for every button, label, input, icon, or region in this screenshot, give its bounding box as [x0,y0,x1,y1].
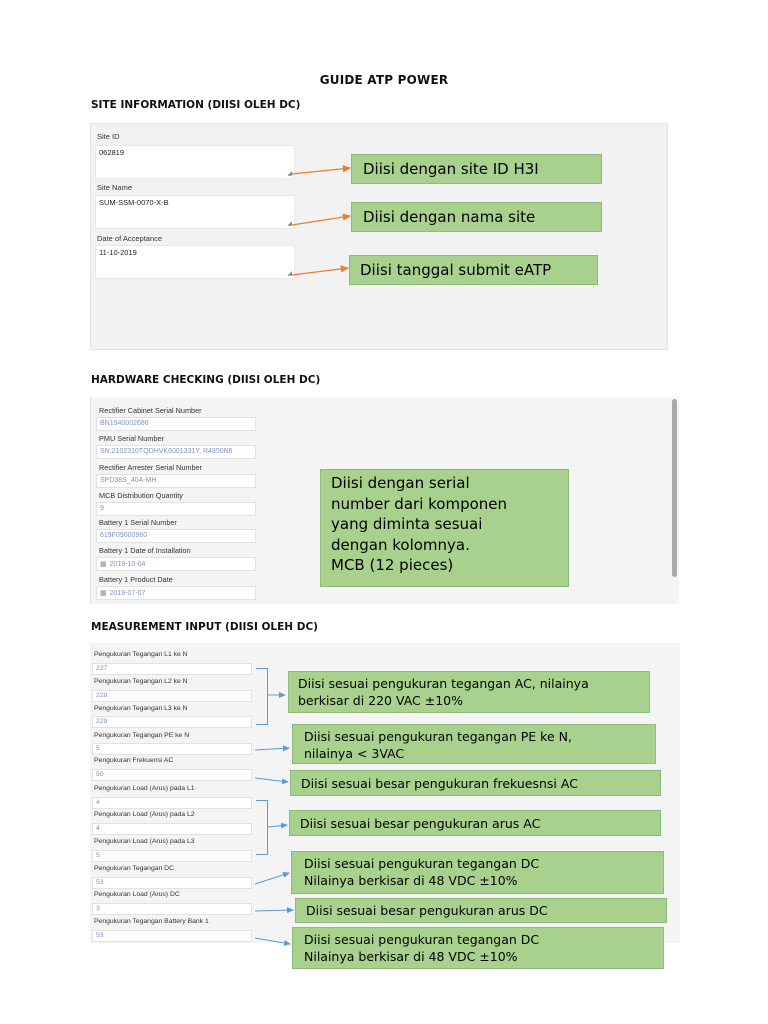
site-name-value: SUM-SSM-0070-X-B [99,198,169,207]
l2-load-current-value: 4 [96,825,100,832]
callout-date-of-acceptance: Diisi tanggal submit eATP [349,255,598,285]
arrow-pe-n-voltage [255,748,289,750]
callout-line: Diisi dengan serial [331,474,470,492]
site-id-value: 062819 [99,148,125,157]
battery-bank-1-voltage-label: Pengukuran Tegangan Battery Bank 1 [94,918,209,925]
callout-line: Diisi sesuai pengukuran tegangan PE ke N, [304,729,572,744]
callout-line: MCB (12 pieces) [331,556,454,574]
calendar-icon[interactable]: ▦ [100,561,107,568]
mcb-distribution-quantity-label: MCB Distribution Quantity [99,491,183,500]
ac-frequency-value: 50 [96,771,104,778]
l3-n-voltage-label: Pengukuran Tegangan L3 ke N [94,705,188,712]
resize-handle-icon: ◢ [287,221,292,227]
site-name-label: Site Name [97,183,133,192]
l3-load-current-value: 5 [96,852,100,859]
pe-n-voltage-value: 5 [96,745,100,752]
pmu-serial-value: SN:2102310TQDHVK6001331Y, R4850N6 [100,448,233,455]
section-heading-hardware-checking: HARDWARE CHECKING (DIISI OLEH DC) [91,374,321,386]
battery-1-serial-value: 619F09000960 [100,532,148,539]
callout-line: berkisar di 220 VAC ±10% [298,693,464,708]
battery-bank-1-voltage-value: 53 [96,932,104,939]
callout-line: dengan kolomnya. [331,535,470,554]
date-of-acceptance-value: 11-10-2019 [99,248,137,257]
battery-1-installation-date-value: 2019-10-04 [109,561,146,568]
section-heading-measurement-input: MEASUREMENT INPUT (DIISI OLEH DC) [91,621,318,633]
arrow-dc-current [255,910,293,911]
dc-voltage-value: 53 [96,879,104,886]
dc-voltage-label: Pengukuran Tegangan DC [94,865,174,872]
arrow-ac-frequency [255,778,288,782]
ac-frequency-label: Pengukuran Frekuensi AC [94,757,174,764]
battery-1-product-date-value: 2019-07-07 [109,590,146,597]
calendar-icon[interactable]: ▦ [100,590,107,597]
callout-line: Nilainya berkisar di 48 VDC ±10% [304,949,518,964]
callout-ac-current: Diisi sesuai besar pengukuran arus AC [289,810,661,836]
l2-n-voltage-value: 228 [96,692,108,699]
battery-1-product-date-label: Battery 1 Product Date [99,575,173,584]
callout-battery-voltage [292,927,664,969]
callout-line: Diisi sesuai pengukuran tegangan DC [304,932,540,947]
l3-load-current-label: Pengukuran Load (Arus) pada L3 [94,838,195,845]
l1-n-voltage-value: 227 [96,665,108,672]
callout-dc-voltage [291,851,664,894]
section-heading-site-information: SITE INFORMATION (DIISI OLEH DC) [91,99,301,111]
document-title: GUIDE ATP POWER [319,73,449,87]
callout-site-name: Diisi dengan nama site [351,202,602,232]
l1-n-voltage-label: Pengukuran Tegangan L1 ke N [94,651,188,658]
l1-load-current-value: 4 [96,799,100,806]
callout-ac-frequency: Diisi sesuai besar pengukuran frekuesnsi AC [290,770,661,796]
callout-dc-current: Diisi sesuai besar pengukuran arus DC [295,898,667,923]
arrow-ac-current [268,825,287,827]
callout-pe-n-voltage [292,724,656,764]
battery-1-serial-label: Battery 1 Serial Number [99,518,177,527]
l1-load-current-label: Pengukuran Load (Arus) pada L1 [94,785,195,792]
callout-line: nilainya < 3VAC [304,746,405,761]
callout-line: Nilainya berkisar di 48 VDC ±10% [304,873,518,888]
rectifier-cabinet-serial-label: Rectifier Cabinet Serial Number [99,406,202,415]
site-id-label: Site ID [97,132,120,141]
rectifier-cabinet-serial-value: BN1940002686 [100,420,149,427]
callout-line: number dari komponen [331,494,508,513]
dc-load-current-label: Pengukuran Load (Arus) DC [94,891,180,898]
rectifier-arrester-serial-value: SPD38S_40A-MH [100,477,157,484]
callout-line: yang diminta sesuai [331,515,483,533]
mcb-distribution-quantity-value: 9 [100,505,104,512]
l2-n-voltage-label: Pengukuran Tegangan L2 ke N [94,678,188,685]
resize-handle-icon: ◢ [287,271,292,277]
pe-n-voltage-label: Pengukuran Tegangan PE ke N [94,732,190,739]
l3-n-voltage-value: 229 [96,718,108,725]
pmu-serial-label: PMU Serial Number [99,434,164,443]
callout-line: Diisi sesuai pengukuran tegangan DC [304,856,540,871]
battery-1-installation-date-label: Battery 1 Date of Installation [99,546,191,555]
arrow-battery-voltage [255,938,290,944]
date-of-acceptance-label: Date of Acceptance [97,234,163,243]
rectifier-arrester-serial-label: Rectifier Arrester Serial Number [99,463,202,472]
arrow-dc-voltage [255,873,289,884]
l2-load-current-label: Pengukuran Load (Arus) pada L2 [94,811,195,818]
dc-load-current-value: 3 [96,905,100,912]
resize-handle-icon: ◢ [287,171,292,177]
callout-ac-voltage [288,671,650,713]
callout-line: Diisi sesuai pengukuran tegangan AC, nilainya [298,676,589,691]
callout-site-id: Diisi dengan site ID H3I [351,154,602,184]
